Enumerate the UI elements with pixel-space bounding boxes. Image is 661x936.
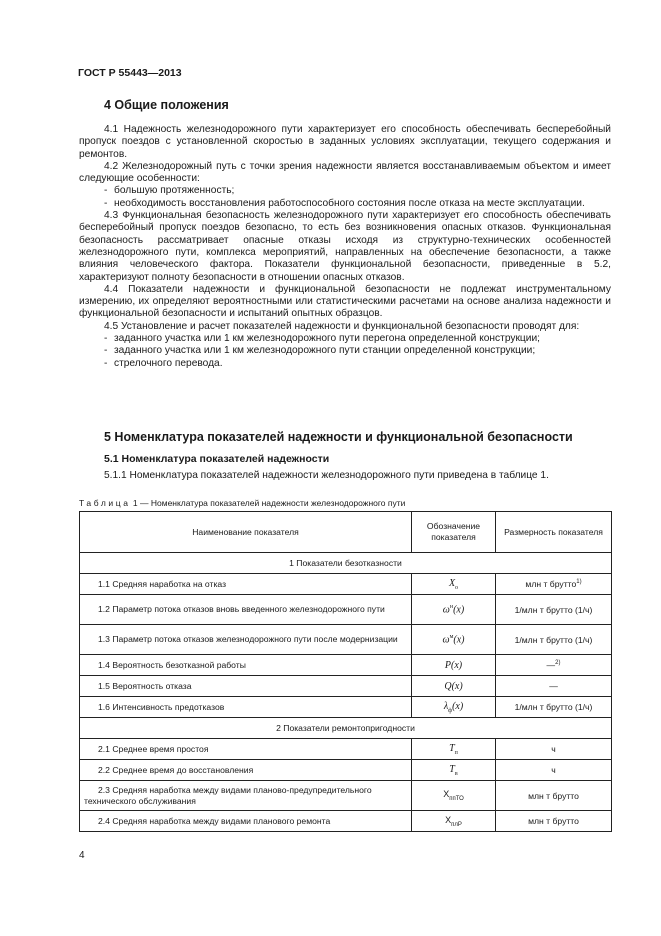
unit-text: ч [551, 744, 556, 754]
indicator-unit [496, 739, 612, 760]
indicator-symbol [412, 811, 496, 832]
unit-text: млн т брутто [528, 816, 579, 826]
table-row [80, 739, 612, 760]
column-header-symbol: Обозначение показателя [412, 512, 496, 553]
symbol-subscript: ппТО [449, 795, 464, 802]
indicator-symbol [412, 676, 496, 697]
paragraph-4-4: 4.4 Показатели надежности и функциональной безопасности не подлежат инструментальному измерению, их определяют вероятностными или статистическими расчетами на основе анализа надежности и функциональной безопасности и испытаний опытных образцов. [79, 283, 611, 320]
list-item: - стрелочного перевода. [104, 357, 223, 369]
indicator-unit [496, 697, 612, 718]
indicator-name: 1.6 Интенсивность предотказов [80, 697, 412, 718]
indicator-unit [496, 781, 612, 811]
table-row [80, 625, 612, 655]
section-5-body [79, 470, 611, 482]
unit-text: млн т брутто [525, 579, 577, 589]
indicator-symbol [412, 697, 496, 718]
indicator-name: 2.3 Средняя наработка между видами планово-предупредительного технического обслуживания [80, 781, 412, 811]
column-header-name: Наименование показателя [80, 512, 412, 553]
indicator-name: 1.2 Параметр потока отказов вновь введенного железнодорожного пути [80, 595, 412, 625]
symbol-argument: (x) [453, 634, 465, 646]
symbol-superscript: н [449, 603, 454, 610]
table-row [80, 697, 612, 718]
table-group-header: 2 Показатели ремонтопригодности [80, 718, 612, 739]
unit-text: — [546, 660, 556, 670]
symbol-letter: X [445, 814, 452, 825]
symbol-letter: T [449, 742, 455, 754]
paragraph-4-5: 4.5 Установление и расчет показателей надежности и функциональной безопасности проводят для: [104, 320, 580, 332]
indicator-unit [496, 625, 612, 655]
column-header-unit: Размерность показателя [496, 512, 612, 553]
subsection-5-1-heading: 5.1 Номенклатура показателей надежности [104, 453, 330, 465]
symbol-argument: (x) [451, 680, 463, 692]
indicator-symbol [412, 574, 496, 595]
table-caption-word: Таблица [79, 498, 131, 508]
list-item-text: заданного участка или 1 км железнодорожного пути станции определенной конструкции; [114, 345, 536, 357]
unit-text: — [549, 681, 558, 691]
section-4-heading: 4 Общие положения [104, 98, 229, 112]
unit-text: 1/млн т брутто (1/ч) [514, 634, 593, 645]
indicator-name: 2.2 Среднее время до восстановления [80, 760, 412, 781]
table-caption-text: 1 — Номенклатура показателей надежности железнодорожного пути [132, 498, 406, 508]
symbol-subscript: о [455, 584, 459, 591]
symbol-argument: (x) [451, 659, 463, 671]
symbol-subscript: плР [451, 821, 462, 828]
paragraph-4-2: 4.2 Железнодорожный путь с точки зрения надежности является восстанавливаемым объектом и имеет следующие особенности: [79, 160, 611, 185]
symbol-argument: (x) [453, 604, 465, 616]
indicator-name: 1.4 Вероятность безотказной работы [80, 655, 412, 676]
list-item: - заданного участка или 1 км железнодорожного пути станции определенной конструкции; [104, 345, 536, 357]
footnote-mark: 1) [576, 579, 582, 586]
indicator-symbol [412, 760, 496, 781]
symbol-letter: ω [442, 604, 450, 616]
table-row [80, 676, 612, 697]
section-5-heading: 5 Номенклатура показателей надежности и функциональной безопасности [104, 430, 573, 444]
symbol-letter: λ [443, 700, 449, 712]
paragraph-5-1-1: 5.1.1 Номенклатура показателей надежности железнодорожного пути приведена в таблице 1. [104, 470, 549, 481]
indicator-name: 1.1 Средняя наработка на отказ [80, 574, 412, 595]
indicator-symbol [412, 739, 496, 760]
indicator-name: 2.1 Среднее время простоя [80, 739, 412, 760]
symbol-subscript: в [454, 770, 458, 777]
table-row [80, 655, 612, 676]
symbol-letter: X [443, 789, 450, 800]
table-group-row [80, 718, 612, 739]
paragraph-4-1: 4.1 Надежность железнодорожного пути характеризует его способность обеспечивать бесперебойный пропуск поездов с установленной скоростью в заданных условиях эксплуатации, текущего содержания и ремонтов. [79, 124, 611, 160]
symbol-letter: T [449, 763, 455, 775]
list-item: - заданного участка или 1 км железнодорожного пути перегона определенной конструкции; [104, 333, 540, 345]
symbol-subscript: п [454, 749, 458, 756]
unit-text: 1/млн т брутто (1/ч) [514, 604, 593, 615]
indicator-unit [496, 574, 612, 595]
indicator-name: 1.5 Вероятность отказа [80, 676, 412, 697]
table-row [80, 781, 612, 811]
list-item-text: заданного участка или 1 км железнодорожного пути перегона определенной конструкции; [114, 333, 540, 345]
table-caption [79, 498, 405, 508]
symbol-letter: P [444, 659, 451, 671]
list-item-text: необходимость восстановления работоспособного состояния после отказа на месте эксплуатации. [114, 197, 585, 209]
symbol-argument: (x) [452, 700, 464, 712]
indicator-symbol [412, 625, 496, 655]
unit-text: млн т брутто [528, 790, 579, 801]
section-4-body [79, 124, 611, 370]
indicator-symbol [412, 781, 496, 811]
indicator-name: 2.4 Средняя наработка между видами планового ремонта [80, 811, 412, 832]
unit-text: 1/млн т брутто (1/ч) [514, 702, 593, 712]
indicator-name: 1.3 Параметр потока отказов железнодорожного пути после модернизации [80, 625, 412, 655]
indicator-unit [496, 595, 612, 625]
symbol-subscript: ф [448, 707, 453, 714]
list-item-text: стрелочного перевода. [114, 357, 223, 369]
indicator-unit [496, 811, 612, 832]
list-item-text: большую протяженность; [114, 185, 235, 197]
table-row [80, 811, 612, 832]
list-item: - необходимость восстановления работоспособного состояния после отказа на месте эксплуатации. [104, 197, 585, 209]
symbol-letter: Q [444, 680, 452, 692]
symbol-letter: ω [442, 634, 450, 646]
table-row [80, 595, 612, 625]
symbol-letter: X [448, 577, 456, 589]
indicator-unit [496, 676, 612, 697]
document-header: ГОСТ Р 55443—2013 [78, 67, 182, 79]
page-number: 4 [79, 850, 85, 861]
indicator-unit [496, 760, 612, 781]
indicator-unit [496, 655, 612, 676]
indicator-symbol [412, 655, 496, 676]
footnote-mark: 2) [555, 660, 561, 667]
indicator-symbol [412, 595, 496, 625]
symbol-superscript: м [449, 633, 454, 640]
table-row [80, 574, 612, 595]
table-group-header: 1 Показатели безотказности [80, 553, 612, 574]
list-item: - большую протяженность; [104, 185, 235, 197]
reliability-indicators-table [79, 511, 612, 832]
table-row [80, 760, 612, 781]
unit-text: ч [551, 765, 556, 775]
paragraph-4-3: 4.3 Функциональная безопасность железнодорожного пути характеризует его способность обеспечивать бесперебойный пропуск поездов безопасно, то есть без возникновения опасных отказов. Функциональная безопасность рассматривает опасные отказы исходя из структурно-технических особенностей железнодорожного пути, комплекса мероприятий, направленных на обеспечение безопасности, а также влияния человеческого фактора. Показатели функциональной безопасности, приведенные в 5.2, характеризуют полноту безопасности в отношении опасных отказов. [79, 210, 611, 283]
